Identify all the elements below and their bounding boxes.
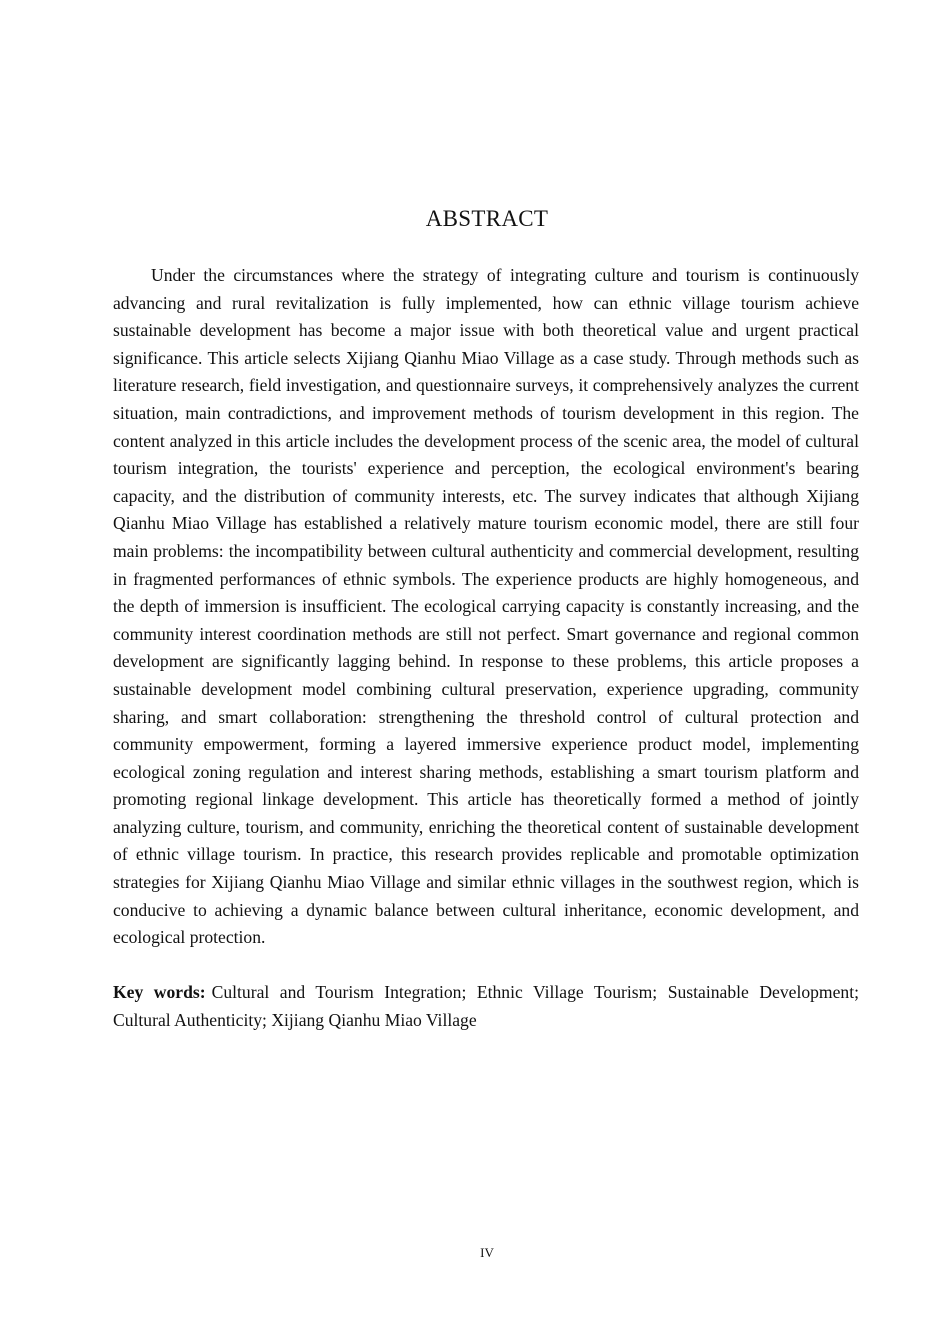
keywords-line [113,979,859,1034]
keywords-label: Key words [113,982,200,1002]
keywords-separator: : [199,982,206,1002]
page-number: IV [480,1245,494,1260]
abstract-title: ABSTRACT [425,206,549,231]
abstract-body: Under the circumstances where the strategy of integrating culture and tourism is continuously advancing and rural revitalization is fully implemented, how can ethnic village tourism achieve sustainable development has become a major issue with both theoretical value and urgent practical significance. This article selects Xijiang Qianhu Miao Village as a case study. Through methods such as literature research, field investigation, and questionnaire surveys, it comprehensively analyzes the current situation, main contradictions, and improvement methods of tourism development in this region. The content analyzed in this article includes the development process of the scenic area, the model of cultural tourism integration, the tourists' experience and perception, the ecological environment's bearing capacity, and the distribution of community interests, etc. The survey indicates that although Xijiang Qianhu Miao Village has established a relatively mature tourism economic model, there are still four main problems: the incompatibility between cultural authenticity and commercial development, resulting in fragmented performances of ethnic symbols. The experience products are highly homogeneous, and the depth of immersion is insufficient. The ecological carrying capacity is constantly increasing, and the community interest coordination methods are still not perfect. Smart governance and regional common development are significantly lagging behind. In response to these problems, this article proposes a sustainable development model combining cultural preservation, experience upgrading, community sharing, and smart collaboration: strengthening the threshold control of cultural protection and community empowerment, forming a layered immersive experience product model, implementing ecological zoning regulation and interest sharing methods, establishing a smart tourism platform and promoting regional linkage development. This article has theoretically formed a method of jointly analyzing culture, tourism, and community, enriching the theoretical content of sustainable development of ethnic village tourism. In practice, this research provides replicable and promotable optimization strategies for Xijiang Qianhu Miao Village and similar ethnic villages in the southwest region, which is conducive to achieving a dynamic balance between cultural inheritance, economic development, and ecological protection. [113,265,859,948]
keywords-text: Cultural and Tourism Integration; Ethnic Village Tourism; Sustainable Development; Cultural Authenticity; Xijiang Qianhu Miao Village [113,982,859,1030]
